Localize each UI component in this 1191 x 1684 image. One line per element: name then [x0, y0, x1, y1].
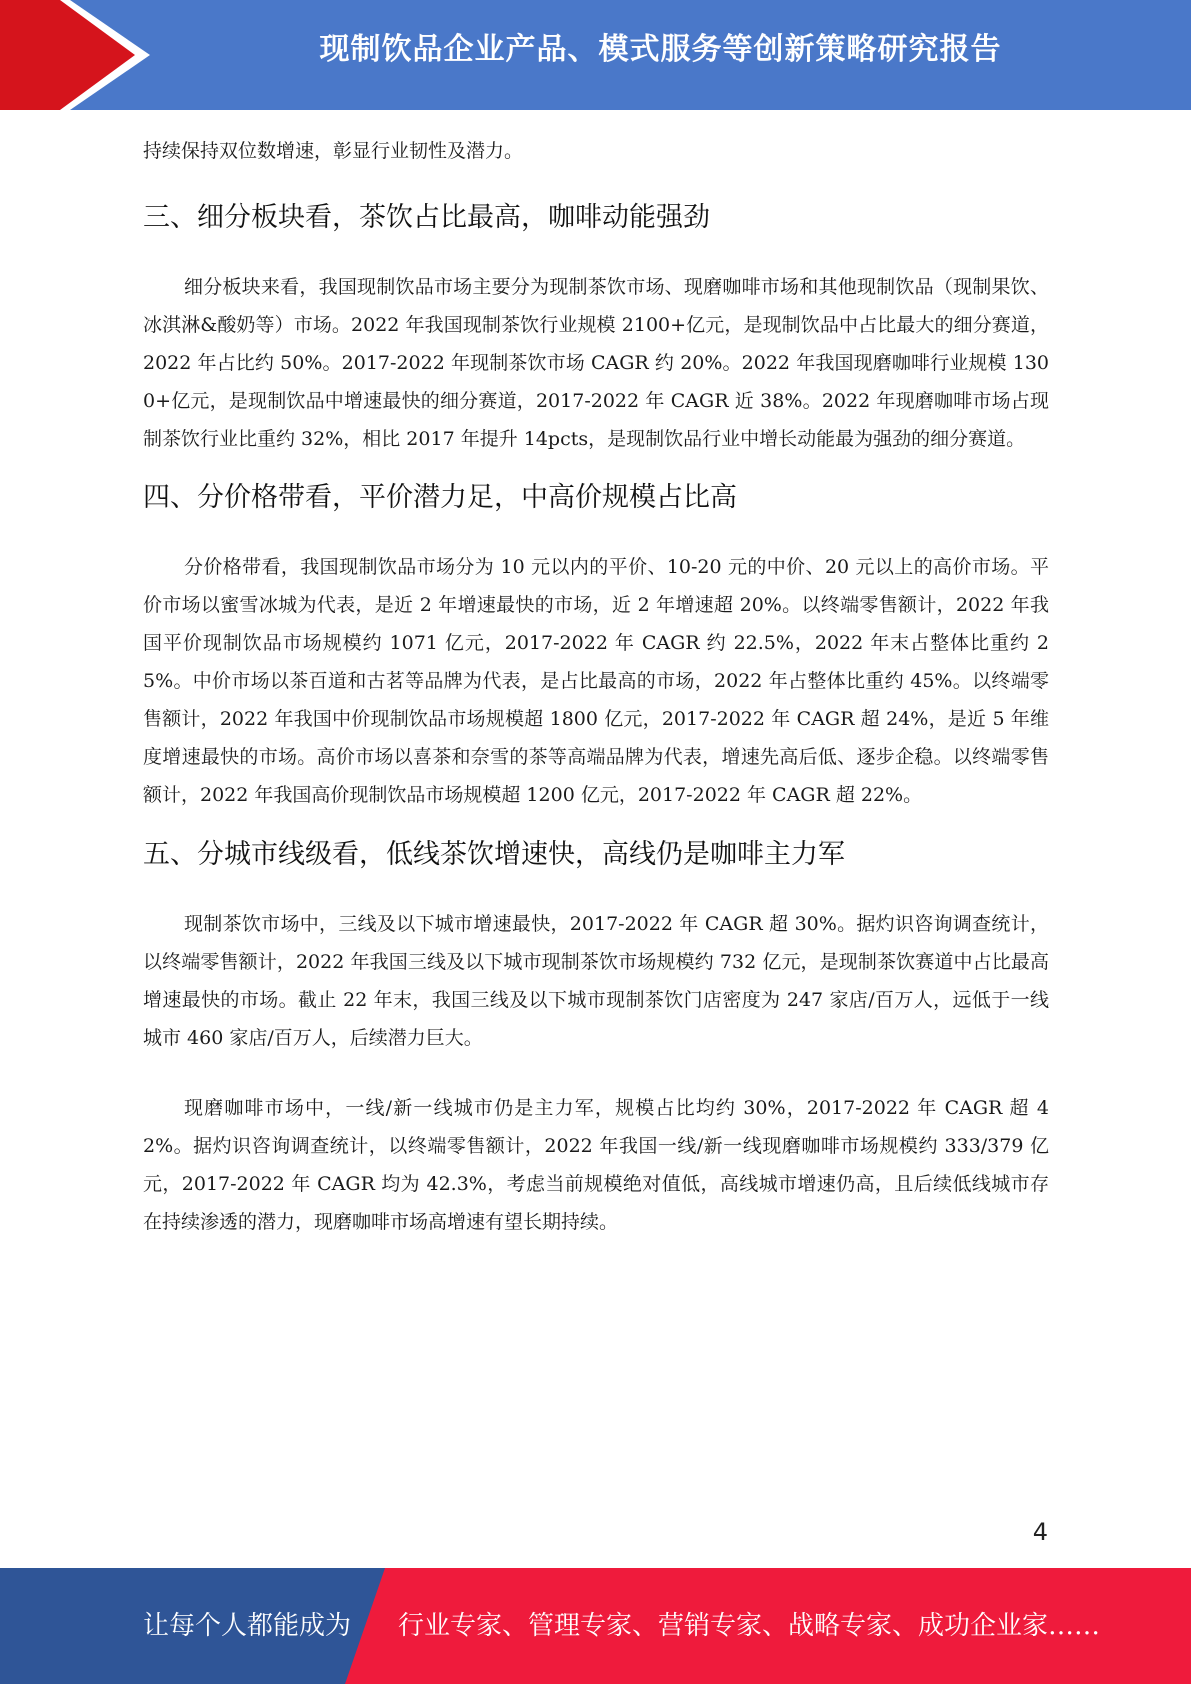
section-5-paragraph-1: 现制茶饮市场中，三线及以下城市增速最快，2017-2022 年 CAGR 超 30%。据灼识咨询调查统计，以终端零售额计，2022 年我国三线及以下城市现制茶饮市场规模约 732 亿元，是现制茶饮赛道中占比最高增速最快的市场。截止 22 年末，我国三线及以下城市现制茶饮门店密度为 247 家店/百万人，远低于一线城市 460 家店/百万人，后续潜力巨大。	[143, 913, 1049, 1049]
section-3-paragraph: 细分板块来看，我国现制饮品市场主要分为现制茶饮市场、现磨咖啡市场和其他现制饮品（现制果饮、冰淇淋&酸奶等）市场。2022 年我国现制茶饮行业规模 2100+亿元，是现制饮品中占比最大的细分赛道，2022 年占比约 50%。2017-2022 年现制茶饮市场 CAGR 约 20%。2022 年我国现磨咖啡行业规模 1300+亿元，是现制饮品中增速最快的细分赛道，2017-2022 年 CAGR 近 38%。2022 年现磨咖啡市场占现制茶饮行业比重约 32%，相比 2017 年提升 14pcts，是现制饮品行业中增长动能最为强劲的细分赛道。	[143, 276, 1049, 450]
section-5-paragraph-2: 现磨咖啡市场中，一线/新一线城市仍是主力军，规模占比均约 30%，2017-2022 年 CAGR 超 42%。据灼识咨询调查统计，以终端零售额计，2022 年我国一线/新一线现磨咖啡市场规模约 333/379 亿元，2017-2022 年 CAGR 均为 42.3%，考虑当前规模绝对值低，高线城市增速仍高，且后续低线城市存在持续渗透的潜力，现磨咖啡市场高增速有望长期持续。	[143, 1097, 1049, 1233]
intro-paragraph: 持续保持双位数增速，彰显行业韧性及潜力。	[143, 140, 524, 162]
document-body	[143, 132, 1049, 1241]
footer-slogan-left: 让每个人都能成为	[143, 1611, 352, 1641]
section-heading-3: 三、细分板块看，茶饮占比最高，咖啡动能强劲	[143, 202, 710, 233]
section-4-paragraph: 分价格带看，我国现制饮品市场分为 10 元以内的平价、10-20 元的中价、20 元以上的高价市场。平价市场以蜜雪冰城为代表，是近 2 年增速最快的市场，近 2 年增速超 20%。以终端零售额计，2022 年我国平价现制饮品市场规模约 1071 亿元，2017-2022 年 CAGR 约 22.5%，2022 年末占整体比重约 25%。中价市场以茶百道和古茗等品牌为代表，是占比最高的市场，2022 年占整体比重约 45%。以终端零售额计，2022 年我国中价现制饮品市场规模超 1800 亿元，2017-2022 年 CAGR 超 24%，是近 5 年维度增速最快的市场。高价市场以喜茶和奈雪的茶等高端品牌为代表，增速先高后低、逐步企稳。以终端零售额计，2022 年我国高价现制饮品市场规模超 1200 亿元，2017-2022 年 CAGR 超 22%。	[143, 556, 1049, 806]
header-chevron-decoration	[0, 0, 150, 110]
page-number: 4	[1032, 1518, 1048, 1546]
section-heading-5: 五、分城市线级看，低线茶饮增速快，高线仍是咖啡主力军	[143, 839, 845, 870]
footer-slogan-right: 行业专家、管理专家、营销专家、战略专家、成功企业家……	[398, 1611, 1101, 1641]
page-header	[0, 0, 1191, 110]
page-footer	[0, 1568, 1191, 1684]
report-title: 现制饮品企业产品、模式服务等创新策略研究报告	[319, 32, 1002, 67]
section-heading-4: 四、分价格带看，平价潜力足，中高价规模占比高	[143, 482, 737, 513]
